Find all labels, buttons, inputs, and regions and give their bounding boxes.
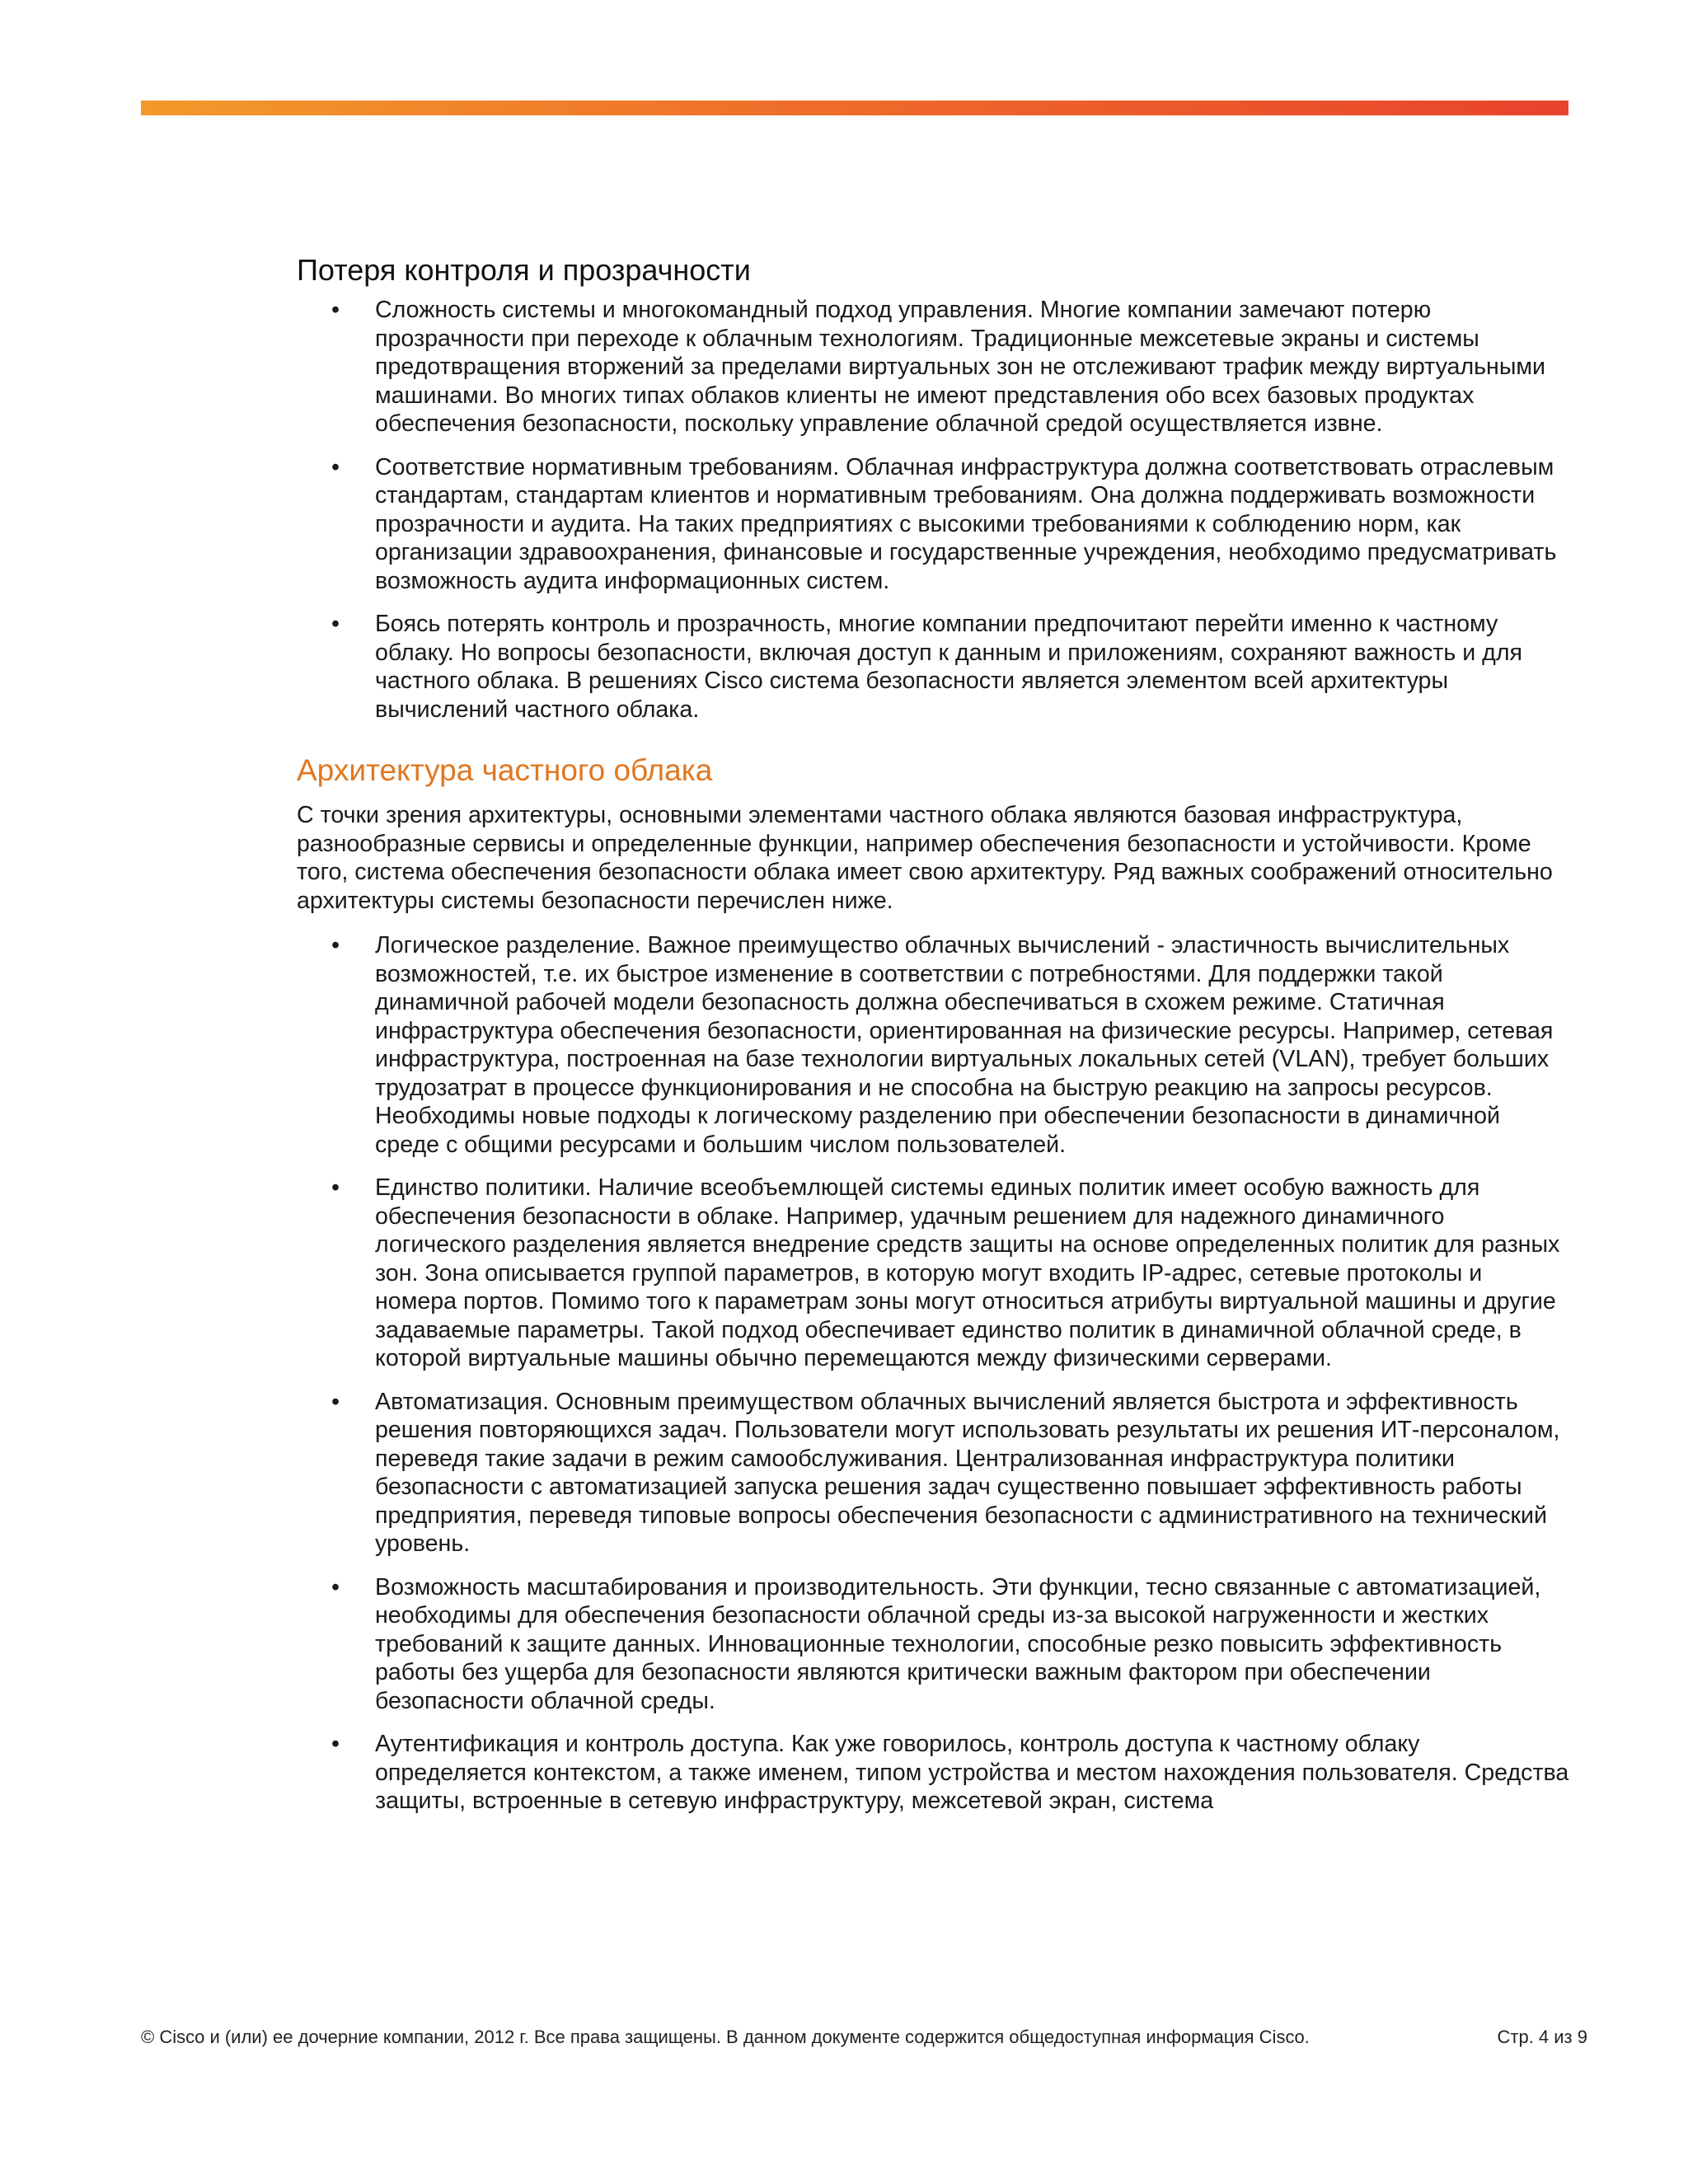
list-item-text: Боясь потерять контроль и прозрачность, многие компании предпочитают перейти именно к частному облаку. Но вопросы безопасности, включая доступ к данным и приложениям, сохраняют важность и для частного облака. В решениях Cisco система безопасности является элементом всей архитектуры вычислений частного облака. [375,611,1523,723]
bullet-icon: • [331,453,340,480]
list-item-text: Аутентификация и контроль доступа. Как уже говорилось, контроль доступа к частному облаку определяется контекстом, а также именем, типом устройства и местом нахождения пользователя. Средства защиты, встроенные в сетевую инфраструктуру, межсетевой экран, система [375,1731,1569,1814]
list-item-text: Соответствие нормативным требованиям. Облачная инфраструктура должна соответствовать отраслевым стандартам, стандартам клиентов и нормативным требованиям. Она должна поддерживать возможности прозрачности и аудита. На таких предприятиях с высокими требованиями к соблюдению норм, как организации здравоохранения, финансовые и государственные учреждения, необходимо предусматривать возможность аудита информационных систем. [375,453,1557,594]
bullet-icon: • [331,932,340,958]
section-heading-control: Потеря контроля и прозрачности [297,253,751,287]
list-item [297,1388,1570,1558]
bullet-icon: • [331,1174,340,1201]
bullet-icon: • [331,611,340,637]
list-item [297,1730,1570,1816]
list-item [297,453,1570,596]
copyright-notice: © Cisco и (или) ее дочерние компании, 2012 г. Все права защищены. В данном документе содержится общедоступная информация Cisco. [141,2027,1310,2047]
list-item [297,931,1570,1159]
list-item [297,610,1570,724]
list-item [297,1174,1570,1373]
bullet-list-control [297,296,1570,724]
list-item-text: Единство политики. Наличие всеобъемлющей системы единых политик имеет особую важность для обеспечения безопасности в облаке. Например, удачным решением для надежного динамичного логического разделения является внедрение средств защиты на основе определенных политик для разных зон. Зона описывается группой параметров, в которую могут входить IP-адрес, сетевые протоколы и номера портов. Помимо того к параметрам зоны могут относиться атрибуты виртуальной машины и другие задаваемые параметры. Такой подход обеспечивает единство политик в динамичной облачной среде, в которой виртуальные машины обычно перемещаются между физическими серверами. [375,1174,1560,1371]
bullet-icon: • [331,1731,340,1757]
bullet-icon: • [331,1573,340,1601]
list-item-text: Возможность масштабирования и производительность. Эти функции, тесно связанные с автоматизацией, необходимы для обеспечения безопасности облачной среды из-за высокой нагруженности и жестких требований к защите данных. Инновационные технологии, способные резко повысить эффективность работы без ущерба для безопасности являются критически важным фактором при обеспечении безопасности облачной среды. [375,1573,1541,1714]
section-heading-architecture: Архитектура частного облака [297,753,713,787]
list-item-text: Логическое разделение. Важное преимущество облачных вычислений - эластичность вычислительных возможностей, т.е. их быстрое изменение в соответствии с потребностями. Для поддержки такой динамичной рабочей модели безопасность должна обеспечиваться в схожем режиме. Статичная инфраструктура обеспечения безопасности, ориентированная на физические ресурсы. Например, сетевая инфраструктура, построенная на базе технологии виртуальных локальных сетей (VLAN), требует больших трудозатрат в процессе функционирования и не способна на быструю реакцию на запросы ресурсов. Необходимы новые подходы к логическому разделению при обеспечении безопасности в динамичной среде с общими ресурсами и большим числом пользователей. [375,932,1554,1158]
bullet-icon: • [331,297,340,323]
header-accent-bar [141,101,1568,115]
intro-paragraph: С точки зрения архитектуры, основными элементами частного облака являются базовая инфраструктура, разнообразные сервисы и определенные функции, например обеспечения безопасности и устойчивости. Кроме того, система обеспечения безопасности облака имеет свою архитектуру. Ряд важных соображений относительно архитектуры системы безопасности перечислен ниже. [297,802,1553,914]
list-item-text: Автоматизация. Основным преимуществом облачных вычислений является быстрота и эффективность решения повторяющихся задач. Пользователи могут использовать результаты их решения ИТ-персоналом, переведя такие задачи в режим самообслуживания. Централизованная инфраструктура политики безопасности с автоматизацией запуска решения задач существенно повышает эффективность работы предприятия, переведя типовые вопросы обеспечения безопасности с административного на технический уровень. [375,1388,1560,1557]
list-item-text: Сложность системы и многокомандный подход управления. Многие компании замечают потерю прозрачности при переходе к облачным технологиям. Традиционные межсетевые экраны и системы предотвращения вторжений за пределами виртуальных зон не отслеживают трафик между виртуальными машинами. Во многих типах облаков клиенты не имеют представления обо всех базовых продуктах обеспечения безопасности, поскольку управление облачной средой осуществляется извне. [375,297,1546,437]
list-item [297,296,1570,438]
bullet-list-architecture [297,931,1570,1816]
list-item [297,1573,1570,1716]
page-number: Стр. 4 из 9 [1497,2027,1587,2047]
bullet-icon: • [331,1388,340,1415]
document-body [297,251,1570,1830]
